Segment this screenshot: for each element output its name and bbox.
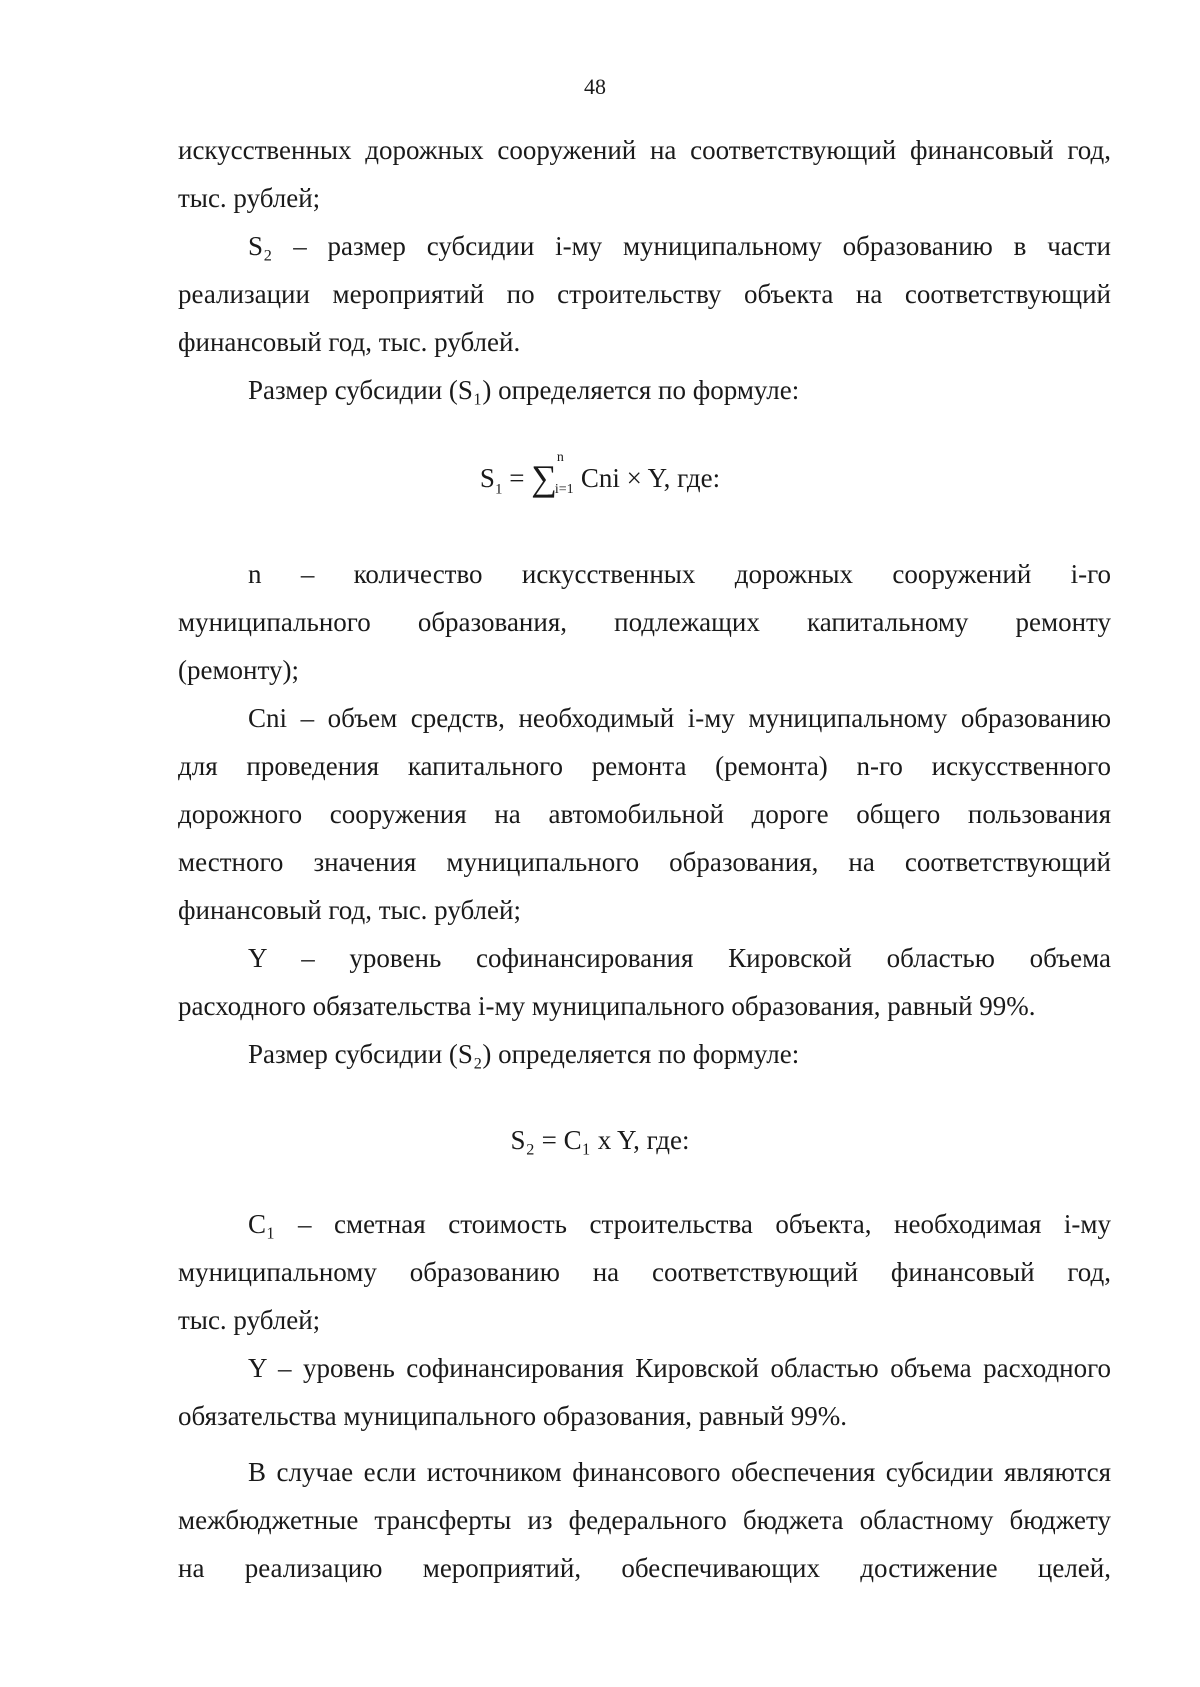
- text-line: тыс. рублей;: [178, 183, 321, 213]
- formula-s1: [0, 450, 1200, 509]
- formula-s1-body: Cni × Y, где:: [580, 463, 721, 493]
- sum-limits: [554, 450, 581, 497]
- text-line: Размер субсидии (S₂) определяется по формуле:: [248, 1039, 800, 1069]
- text-line: В случае если источником финансового обеспечения субсидии являются: [248, 1457, 1111, 1487]
- text-line: муниципального образования, подлежащих капитальному ремонту: [178, 607, 1111, 637]
- text-line: местного значения муниципального образования, на соответствующий: [178, 847, 1111, 877]
- page-number: 48: [584, 74, 606, 99]
- sum-upper-limit: n: [556, 450, 564, 465]
- text-line: n – количество искусственных дорожных сооружений i-го: [248, 559, 1111, 589]
- text-line: реализации мероприятий по строительству объекта на соответствующий: [178, 279, 1111, 309]
- text-line: финансовый год, тыс. рублей.: [178, 327, 521, 357]
- formula-s1-lhs-sub: 1: [494, 481, 503, 498]
- sum-lower-limit: i=1: [554, 482, 574, 497]
- sum-symbol: ∑: [531, 458, 557, 498]
- text-line: финансовый год, тыс. рублей;: [178, 895, 521, 925]
- text-line: для проведения капитального ремонта (ремонта) n-го искусственного: [178, 751, 1111, 781]
- text-line: Cni – объем средств, необходимый i-му муниципальному образованию: [248, 703, 1111, 733]
- text-line: обязательства муниципального образования, равный 99%.: [178, 1401, 848, 1431]
- text-line: Размер субсидии (S₁) определяется по формуле:: [248, 375, 800, 405]
- text-line: искусственных дорожных сооружений на соответствующий финансовый год,: [178, 135, 1111, 165]
- text-line: тыс. рублей;: [178, 1305, 321, 1335]
- text-line: межбюджетные трансферты из федерального бюджета областному бюджету: [178, 1505, 1111, 1535]
- formula-s1-eq: =: [509, 463, 525, 493]
- text-line: на реализацию мероприятий, обеспечивающих достижение целей,: [178, 1553, 1111, 1583]
- formula-s2: S₂ = C₁ x Y, где:: [510, 1125, 690, 1155]
- text-line: Y – уровень софинансирования Кировской областью объема: [248, 943, 1111, 973]
- formula-s1-lhs: S: [479, 463, 495, 493]
- text-line: Y – уровень софинансирования Кировской областью объема расходного: [248, 1353, 1111, 1383]
- text-line: муниципальному образованию на соответствующий финансовый год,: [178, 1257, 1111, 1287]
- text-line: расходного обязательства i-му муниципального образования, равный 99%.: [178, 991, 1036, 1021]
- text-line: S₂ – размер субсидии i-му муниципальному образованию в части: [248, 231, 1111, 261]
- text-line: (ремонту);: [178, 655, 299, 685]
- text-line: C₁ – сметная стоимость строительства объекта, необходимая i-му: [248, 1209, 1111, 1239]
- text-line: дорожного сооружения на автомобильной дороге общего пользования: [178, 799, 1111, 829]
